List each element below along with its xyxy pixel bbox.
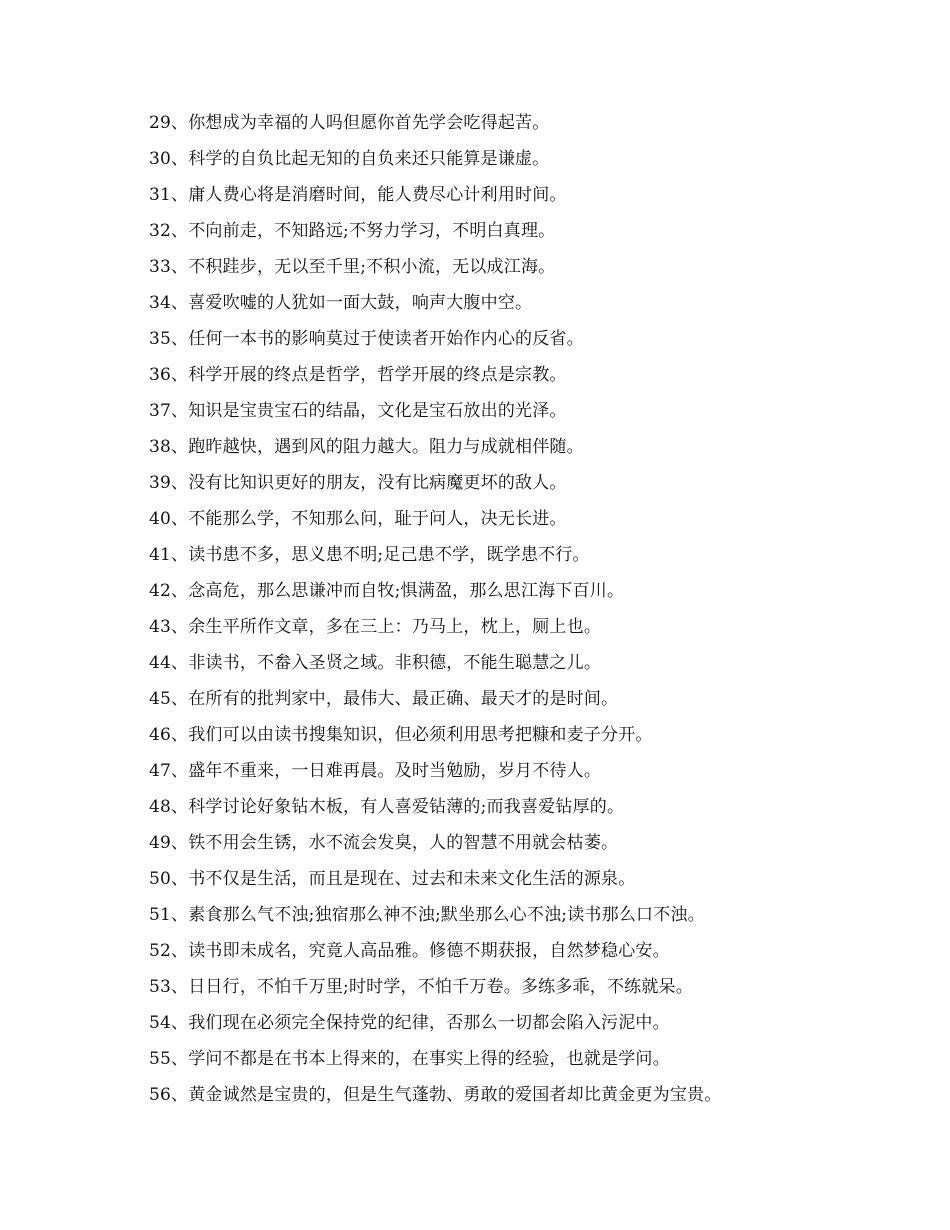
list-item: 50、书不仅是生活，而且是现在、过去和未来文化生活的源泉。 bbox=[149, 869, 636, 889]
list-item: 39、没有比知识更好的朋友，没有比病魔更坏的敌人。 bbox=[149, 473, 567, 493]
list-item: 40、不能那么学，不知那么问，耻于问人，决无长进。 bbox=[149, 509, 567, 529]
list-item: 38、跑昨越快，遇到风的阻力越大。阻力与成就相伴随。 bbox=[149, 437, 584, 457]
list-item: 33、不积跬步，无以至千里;不积小流，无以成江海。 bbox=[149, 257, 556, 277]
list-item: 54、我们现在必须完全保持党的纪律，否那么一切都会陷入污泥中。 bbox=[149, 1013, 670, 1033]
list-item: 55、学问不都是在书本上得来的，在事实上得的经验，也就是学问。 bbox=[149, 1049, 670, 1069]
list-item: 52、读书即未成名，究竟人高品雅。修德不期获报，自然梦稳心安。 bbox=[149, 941, 670, 961]
list-item: 46、我们可以由读书搜集知识，但必须利用思考把糠和麦子分开。 bbox=[149, 725, 653, 745]
list-item: 48、科学讨论好象钻木板，有人喜爱钻薄的;而我喜爱钻厚的。 bbox=[149, 797, 625, 817]
list-item: 47、盛年不重来，一日难再晨。及时当勉励，岁月不待人。 bbox=[149, 761, 602, 781]
list-item: 49、铁不用会生锈，水不流会发臭，人的智慧不用就会枯萎。 bbox=[149, 833, 619, 853]
list-item: 43、余生平所作文章，多在三上：乃马上，枕上，厕上也。 bbox=[149, 617, 602, 637]
list-item: 41、读书患不多，思义患不明;足己患不学，既学患不行。 bbox=[149, 545, 590, 565]
list-item: 31、庸人费心将是消磨时间，能人费尽心计利用时间。 bbox=[149, 185, 567, 205]
list-item: 29、你想成为幸福的人吗但愿你首先学会吃得起苦。 bbox=[149, 113, 550, 133]
list-item: 34、喜爱吹嘘的人犹如一面大鼓，响声大腹中空。 bbox=[149, 293, 533, 313]
quote-list bbox=[149, 110, 909, 1118]
list-item: 51、素食那么气不浊;独宿那么神不浊;默坐那么心不浊;读书那么口不浊。 bbox=[149, 905, 705, 925]
list-item: 56、黄金诚然是宝贵的，但是生气蓬勃、勇敢的爱国者却比黄金更为宝贵。 bbox=[149, 1085, 722, 1105]
list-item: 36、科学开展的终点是哲学，哲学开展的终点是宗教。 bbox=[149, 365, 567, 385]
list-item: 32、不向前走，不知路远;不努力学习，不明白真理。 bbox=[149, 221, 556, 241]
list-item: 30、科学的自负比起无知的自负来还只能算是谦虚。 bbox=[149, 149, 550, 169]
list-item: 53、日日行，不怕千万里;时时学，不怕千万卷。多练多乖，不练就呆。 bbox=[149, 977, 693, 997]
list-item: 44、非读书，不畚入圣贤之域。非积德，不能生聪慧之儿。 bbox=[149, 653, 602, 673]
list-item: 35、任何一本书的影响莫过于使读者开始作内心的反省。 bbox=[149, 329, 584, 349]
list-item: 37、知识是宝贵宝石的结晶，文化是宝石放出的光泽。 bbox=[149, 401, 567, 421]
list-item: 42、念高危，那么思谦冲而自牧;惧满盈，那么思江海下百川。 bbox=[149, 581, 625, 601]
list-item: 45、在所有的批判家中，最伟大、最正确、最天才的是时间。 bbox=[149, 689, 619, 709]
